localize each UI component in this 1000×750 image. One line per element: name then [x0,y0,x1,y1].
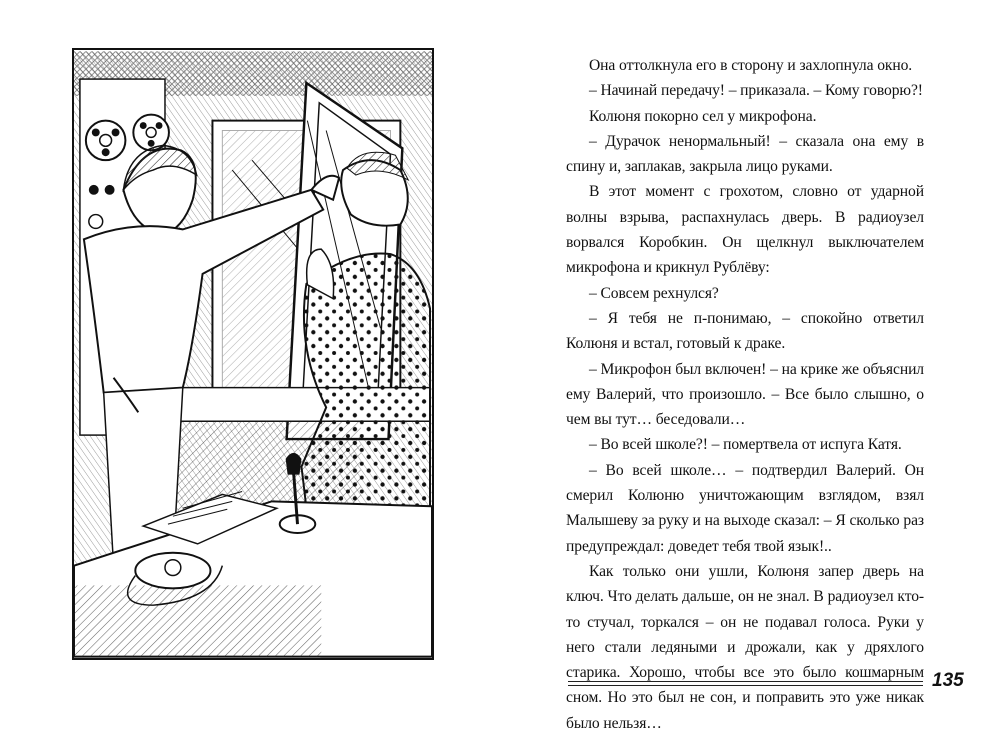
paragraph: – Я тебя не п-понимаю, – спокойно ответил Колюня и встал, готовый к драке. [566,309,924,353]
paragraph: – Начинай передачу! – приказала. – Кому говорю?! [589,82,923,100]
page-number: 135 [932,670,964,691]
paragraph: Она оттолкнула его в сторону и захлопнула окно. [589,57,913,74]
paragraph: – Совсем рехнулся? [589,284,719,302]
paragraph: В этот момент с грохотом, словно от ударной волны взрыва, распахнулась дверь. В радиоузел ворвался Коробкин. Он щелкнул выключателем микрофона и крикнул Рублёву: [566,183,924,277]
paragraph: – Микрофон был включен! – на крике же объяснил ему Валерий, что произошло. – Все было слышно, о чем вы тут… беседовали… [566,360,924,429]
paragraph: Как только они ушли, Колюня запер дверь на ключ. Что делать дальше, он не знал. В радиоузел кто-то стучал, торкался – он не подавал голоса. Руки у него стали ледяными и дрожали, как у дряхлого старика. Хорошо, чтобы все это было кошмарным сном. Но это был не сон, и поправить это уже никак было нельзя… [566,562,924,732]
paragraph: – Во всей школе?! – помертвела от испуга Катя. [589,436,902,454]
text-column [566,53,924,736]
paragraph: – Дурачок ненормальный! – сказала она ему в спину и, заплакав, закрыла лицо руками. [566,132,924,176]
paragraph: – Во всей школе… – подтвердил Валерий. Он смерил Колюню уничтожающим взглядом, взял Малышеву за руку и на выходе сказал: – Я сколько раз предупреждал: доведет тебя твой язык!.. [566,461,924,555]
illustration [72,48,434,660]
illustration-drawing [74,50,432,658]
paragraph: Колюня покорно сел у микрофона. [589,107,817,125]
footer-rule [568,681,923,686]
